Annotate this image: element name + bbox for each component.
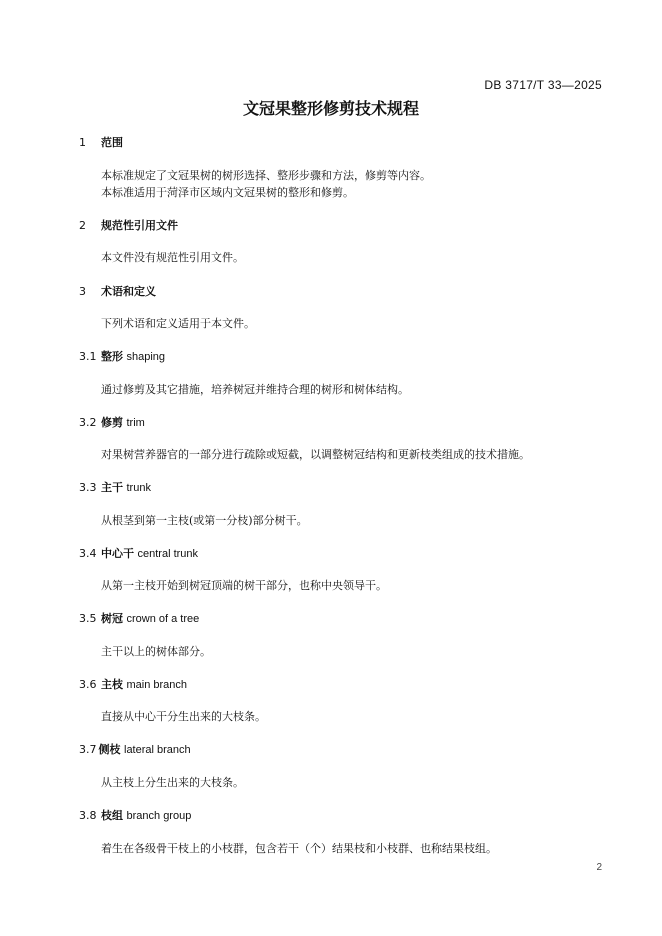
section-term: 主枝: [101, 678, 123, 691]
paragraph: 下列术语和定义适用于本文件。: [101, 317, 255, 330]
section-term-english: trunk: [126, 482, 151, 494]
paragraph: 着生在各级骨干枝上的小枝群，包含若干（个）结果枝和小枝群、也称结果枝组。: [101, 842, 497, 855]
section-heading-3: [79, 285, 156, 299]
section-term: 术语和定义: [101, 285, 156, 298]
section-heading-2: [79, 219, 178, 233]
section-heading-3-4: [79, 547, 198, 561]
section-number: 3.2: [79, 416, 97, 429]
document-title: 文冠果整形修剪技术规程: [242, 99, 419, 118]
section-heading-3-2: [79, 416, 145, 430]
section-term: 修剪: [101, 416, 123, 429]
section-term: 主干: [101, 481, 123, 494]
section-term-english: branch group: [126, 810, 192, 822]
paragraph: 从第一主枝开始到树冠顶端的树干部分，也称中央领导干。: [101, 579, 387, 592]
paragraph: 对果树营养器官的一部分进行疏除或短截，以调整树冠结构和更新枝类组成的技术措施。: [101, 448, 530, 461]
section-number: 3.5: [79, 612, 97, 625]
section-heading-1: [79, 136, 123, 150]
section-heading-3-7: [79, 743, 191, 757]
section-term: 规范性引用文件: [101, 219, 178, 232]
paragraph: 直接从中心干分生出来的大枝条。: [101, 710, 266, 723]
paragraph: 从主枝上分生出来的大枝条。: [101, 776, 244, 789]
section-term-english: main branch: [126, 679, 188, 691]
section-term: 中心干: [101, 547, 134, 560]
section-term-english: lateral branch: [124, 744, 191, 756]
section-number: 3.8: [79, 809, 97, 822]
section-heading-3-8: [79, 809, 191, 823]
paragraph: 通过修剪及其它措施，培养树冠并维持合理的树形和树体结构。: [101, 383, 409, 396]
section-term-english: trim: [126, 417, 145, 429]
section-term: 树冠: [101, 612, 123, 625]
section-term: 侧枝: [98, 743, 121, 756]
section-number: 2: [79, 219, 86, 232]
section-heading-3-5: [79, 612, 199, 626]
paragraph: 本标准适用于菏泽市区域内文冠果树的整形和修剪。: [101, 186, 354, 199]
page-number: 2: [596, 862, 602, 873]
paragraph: 本标准规定了文冠果树的树形选择、整形步骤和方法，修剪等内容。: [101, 169, 431, 182]
section-heading-3-6: [79, 678, 187, 692]
section-number: 3: [79, 285, 86, 298]
section-number: 1: [79, 136, 86, 149]
section-heading-3-1: [79, 350, 165, 364]
section-number: 3.3: [79, 481, 97, 494]
section-number: 3.6: [79, 678, 97, 691]
section-term-english: crown of a tree: [126, 613, 200, 625]
paragraph: 本文件没有规范性引用文件。: [101, 251, 244, 264]
section-heading-3-3: [79, 481, 151, 495]
section-term-english: central trunk: [137, 548, 199, 560]
section-number: 3.4: [79, 547, 97, 560]
paragraph: 主干以上的树体部分。: [101, 645, 211, 658]
section-term: 范围: [101, 136, 123, 149]
section-term-english: shaping: [126, 351, 166, 363]
standard-number: DB 3717/T 33—2025: [484, 78, 602, 92]
paragraph: 从根茎到第一主枝(或第一分枝)部分树干。: [101, 514, 308, 527]
section-term: 枝组: [101, 809, 123, 822]
section-term: 整形: [101, 350, 123, 363]
section-number: 3.1: [79, 350, 97, 363]
section-number: 3.7: [79, 743, 97, 756]
